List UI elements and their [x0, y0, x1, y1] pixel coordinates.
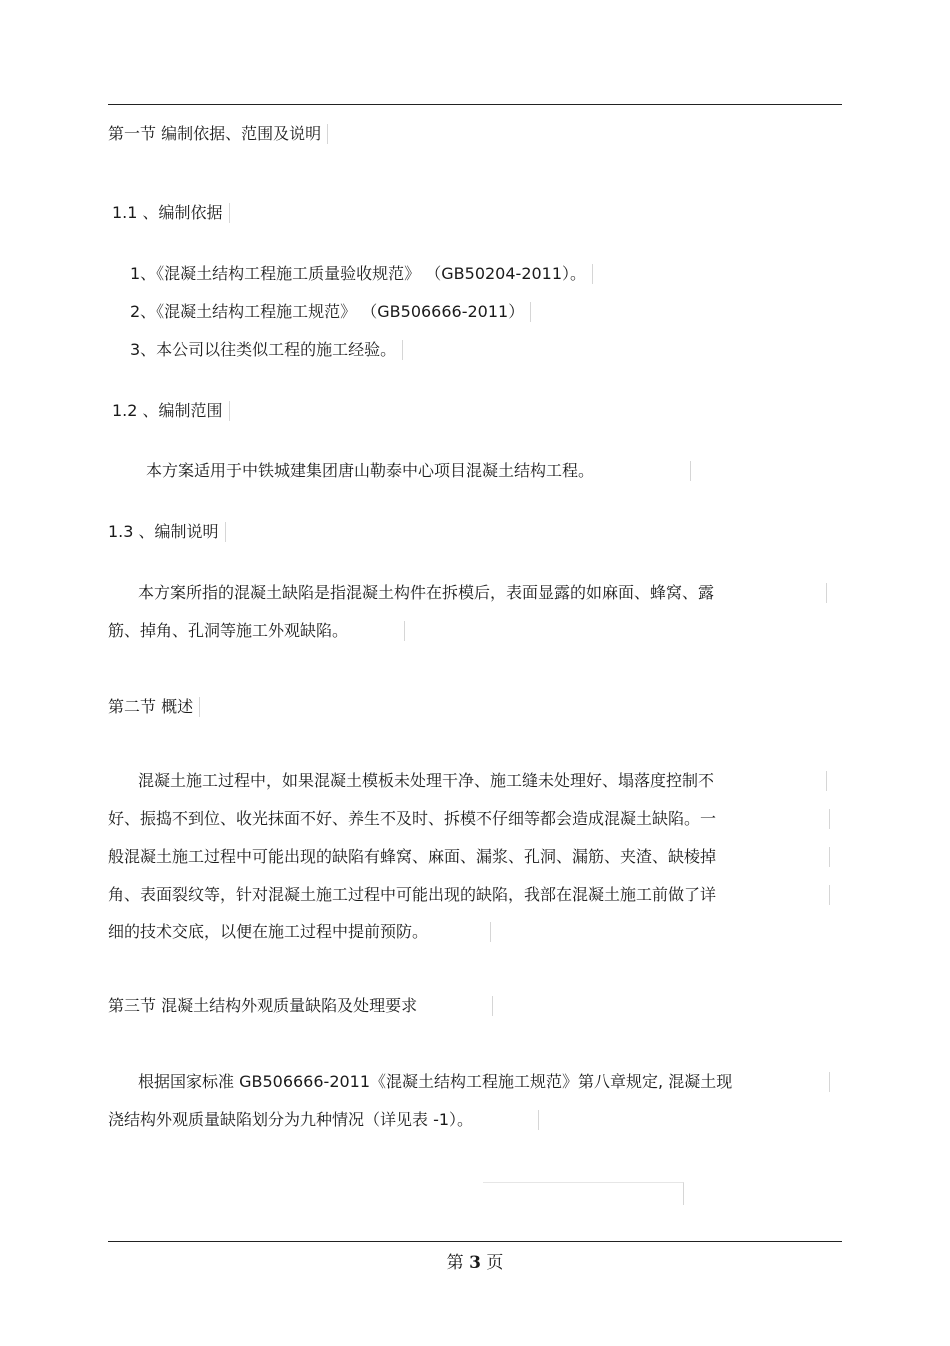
header-rule [108, 104, 842, 105]
subsection-1-2-heading: 1.2 、编制范围 [112, 401, 230, 421]
page-number: 3 [469, 1253, 481, 1273]
subsection-1-3-heading: 1.3 、编制说明 [108, 522, 226, 542]
standard-line-2: 浇结构外观质量缺陷划分为九种情况（详见表 -1）。 [108, 1110, 539, 1130]
page-footer [0, 1248, 950, 1273]
section-1-heading: 第一节 编制依据、范围及说明 [108, 124, 328, 144]
footer-rule [108, 1241, 842, 1242]
page-suffix: 页 [486, 1253, 504, 1273]
overview-line-1: 混凝土施工过程中，如果混凝土模板未处理干净、施工缝未处理好、塌落度控制不 [138, 771, 827, 791]
overview-line-4: 角、表面裂纹等，针对混凝土施工过程中可能出现的缺陷，我部在混凝土施工前做了详 [108, 885, 830, 905]
basis-item-2: 2、《混凝土结构工程施工规范》 （GB506666-2011） [130, 302, 531, 322]
section-2-heading: 第二节 概述 [108, 697, 200, 717]
description-line-1: 本方案所指的混凝土缺陷是指混凝土构件在拆模后，表面显露的如麻面、蜂窝、露 [138, 583, 827, 603]
description-line-2: 筋、掉角、孔洞等施工外观缺陷。 [108, 621, 405, 641]
scope-text: 本方案适用于中铁城建集团唐山勒泰中心项目混凝土结构工程。 [146, 461, 691, 481]
subsection-1-1-heading: 1.1 、编制依据 [112, 203, 230, 223]
standard-line-1: 根据国家标准 GB506666-2011《混凝土结构工程施工规范》第八章规定, 混凝土现 [138, 1072, 830, 1092]
overview-line-5: 细的技术交底，以便在施工过程中提前预防。 [108, 922, 491, 942]
section-3-heading: 第三节 混凝土结构外观质量缺陷及处理要求 [108, 996, 493, 1016]
overview-line-3: 般混凝土施工过程中可能出现的缺陷有蜂窝、麻面、漏浆、孔洞、漏筋、夹渣、缺棱掉 [108, 847, 830, 867]
basis-item-1: 1、《混凝土结构工程施工质量验收规范》 （GB50204-2011）。 [130, 264, 593, 284]
overview-line-2: 好、振捣不到位、收光抹面不好、养生不及时、拆模不仔细等都会造成混凝土缺陷。一 [108, 809, 830, 829]
basis-item-3: 3、本公司以往类似工程的施工经验。 [130, 340, 403, 360]
page-prefix: 第 [446, 1253, 464, 1273]
table-placeholder [483, 1182, 684, 1205]
